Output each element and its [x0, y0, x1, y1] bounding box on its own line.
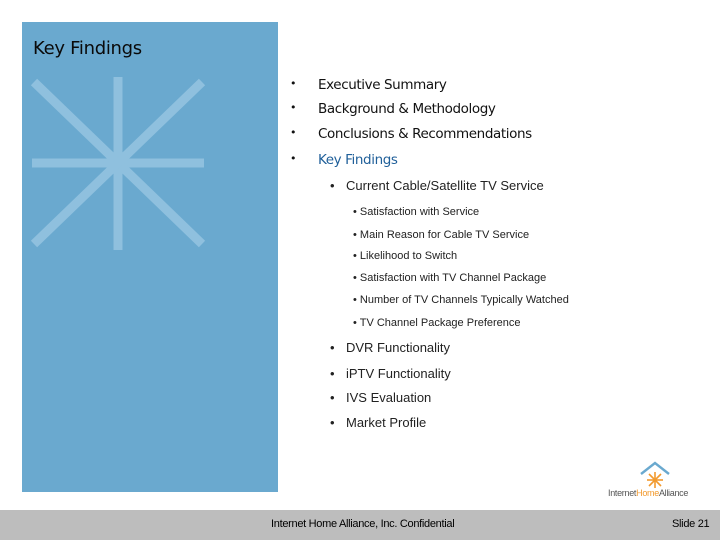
section-dvr [330, 340, 450, 355]
bullet: • [353, 229, 357, 241]
slide-number: Slide 21 [672, 518, 710, 530]
bullet: • [330, 415, 335, 430]
sub-item-label: Satisfaction with Service [359, 206, 480, 218]
bullet: • [353, 250, 357, 262]
bullet: • [330, 366, 335, 381]
bullet: • [330, 390, 335, 405]
sub-item [353, 272, 546, 284]
subsection-current-service [330, 178, 544, 193]
bullet: • [290, 126, 297, 139]
bullet: • [353, 272, 357, 284]
agenda-item-label: Conclusions & Recommendations [318, 126, 532, 142]
sub-item-label: Likelihood to Switch [359, 250, 458, 262]
bullet: • [290, 77, 297, 90]
bullet: • [330, 340, 335, 355]
agenda-item-label: Background & Methodology [318, 101, 496, 117]
confidential-notice: Internet Home Alliance, Inc. Confidential [271, 518, 455, 530]
section-label: IVS Evaluation [346, 390, 432, 405]
agenda-item-label: Executive Summary [318, 77, 447, 93]
section-label: iPTV Functionality [346, 366, 451, 381]
section-market [330, 415, 426, 430]
bullet: • [353, 206, 357, 218]
decorative-side-panel [22, 22, 278, 492]
subsection-label: Current Cable/Satellite TV Service [346, 178, 544, 193]
section-iptv [330, 366, 451, 381]
footer-bar [0, 510, 720, 540]
sub-item [353, 317, 521, 329]
section-ivs [330, 390, 431, 405]
sub-item [353, 206, 479, 218]
slide-title: Key Findings [33, 38, 142, 59]
section-label: DVR Functionality [346, 340, 451, 355]
starburst-graphic-icon [22, 22, 278, 492]
sub-item [353, 294, 569, 306]
sub-item-label: Main Reason for Cable TV Service [359, 229, 530, 241]
sub-item [353, 229, 529, 241]
sub-item [353, 250, 457, 262]
bullet: • [353, 317, 357, 329]
sub-item-label: Number of TV Channels Typically Watched [359, 294, 569, 306]
bullet: • [353, 294, 357, 306]
section-label: Market Profile [346, 415, 427, 430]
sub-item-label: TV Channel Package Preference [359, 317, 521, 329]
agenda-item-label: Key Findings [318, 152, 398, 168]
bullet: • [290, 152, 297, 165]
sub-item-label: Satisfaction with TV Channel Package [359, 272, 547, 284]
company-logo-text: InternetHomeAlliance [608, 488, 689, 498]
bullet: • [330, 178, 335, 193]
bullet: • [290, 101, 297, 114]
